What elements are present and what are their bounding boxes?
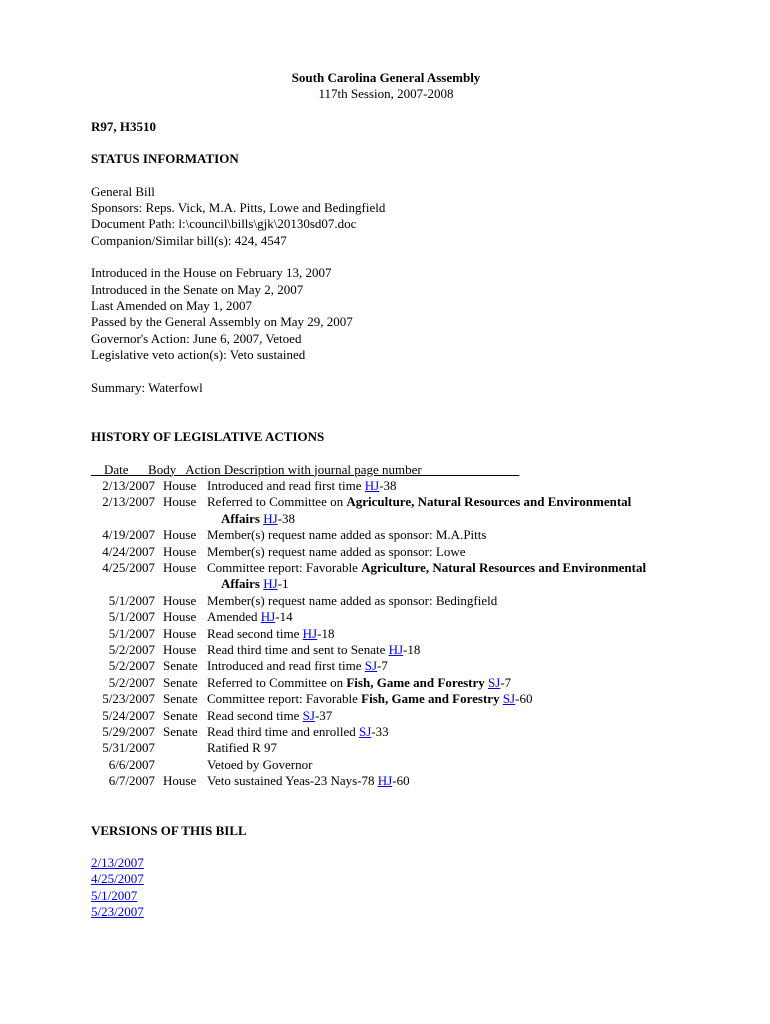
history-action — [207, 773, 683, 789]
committee-name: Affairs — [221, 510, 260, 526]
action-text: Read third time and enrolled — [207, 724, 359, 739]
history-date: 5/31/2007 — [102, 740, 155, 756]
history-date: 5/1/2007 — [108, 625, 155, 641]
history-row — [91, 609, 683, 625]
status-heading: STATUS INFORMATION — [91, 151, 239, 167]
history-body: House — [163, 543, 197, 559]
action-continuation — [207, 576, 683, 592]
history-body: Senate — [163, 707, 198, 723]
journal-link[interactable]: HJ — [364, 477, 380, 493]
journal-page: -38 — [277, 510, 296, 526]
history-date: 5/23/2007 — [102, 691, 155, 707]
version-link[interactable]: 2/13/2007 — [91, 855, 144, 871]
history-row — [91, 560, 683, 593]
governor-action: Governor's Action: June 6, 2007, Vetoed — [91, 330, 302, 346]
history-row — [91, 626, 683, 642]
journal-link[interactable]: HJ — [263, 510, 278, 526]
action-text: Member(s) request name added as sponsor: Bedingfield — [207, 592, 498, 608]
history-date: 5/2/2007 — [108, 658, 155, 674]
history-body: Senate — [163, 691, 198, 707]
journal-link[interactable]: HJ — [377, 773, 393, 789]
document-page — [91, 70, 691, 921]
history-body: House — [163, 559, 197, 575]
bill-id: R97, H3510 — [91, 118, 156, 134]
assembly-title: South Carolina General Assembly — [291, 70, 481, 85]
history-row — [91, 724, 683, 740]
history-body — [163, 757, 207, 773]
version-link[interactable]: 5/23/2007 — [91, 904, 144, 920]
history-body: House — [163, 494, 197, 510]
history-row — [91, 740, 683, 756]
history-body: Senate — [163, 724, 198, 739]
action-text: Amended — [207, 609, 261, 625]
history-row — [91, 642, 683, 658]
history-body: Senate — [163, 674, 198, 690]
journal-page: -7 — [377, 658, 388, 674]
history-date: 4/19/2007 — [102, 527, 155, 543]
history-row — [91, 527, 683, 543]
history-heading: HISTORY OF LEGISLATIVE ACTIONS — [91, 429, 325, 445]
history-date: 4/25/2007 — [102, 559, 155, 575]
history-action — [207, 609, 683, 625]
history-row — [91, 544, 683, 560]
history-action — [207, 494, 683, 527]
action-text: Committee report: Favorable — [207, 559, 362, 575]
history-row — [91, 675, 683, 691]
history-column-header: Date Body Action Description with journal page number — [91, 461, 520, 477]
history-action — [207, 740, 683, 756]
history-row — [91, 757, 683, 773]
action-continuation — [207, 511, 683, 527]
history-row — [91, 773, 683, 789]
history-date: 4/24/2007 — [102, 543, 155, 559]
history-table — [91, 478, 683, 790]
journal-page: -37 — [314, 707, 333, 723]
versions-list — [91, 855, 691, 921]
history-date: 5/1/2007 — [108, 609, 155, 625]
versions-heading: VERSIONS OF THIS BILL — [91, 822, 247, 838]
history-date: 2/13/2007 — [102, 494, 155, 510]
history-row — [91, 478, 683, 494]
history-row — [91, 691, 683, 707]
companion-bills: Companion/Similar bill(s): 424, 4547 — [91, 232, 287, 248]
journal-link[interactable]: SJ — [302, 707, 315, 723]
committee-name: Agriculture, Natural Resources and Environmental — [346, 494, 632, 510]
history-action — [207, 724, 683, 740]
version-link[interactable]: 5/1/2007 — [91, 887, 138, 903]
history-body: House — [163, 773, 197, 789]
history-row — [91, 593, 683, 609]
journal-page: -18 — [317, 625, 335, 641]
action-text: Read third time and sent to Senate — [207, 641, 389, 657]
document-path: Document Path: l:\council\bills\gjk\20130sd07.doc — [91, 216, 357, 232]
introduced-senate: Introduced in the Senate on May 2, 2007 — [91, 281, 304, 297]
journal-link[interactable]: HJ — [388, 641, 404, 657]
history-date: 6/6/2007 — [108, 756, 155, 772]
history-action — [207, 658, 683, 674]
history-body: House — [163, 477, 197, 493]
journal-link[interactable]: HJ — [302, 625, 318, 641]
action-text: Member(s) request name added as sponsor: Lowe — [207, 543, 466, 559]
committee-name: Agriculture, Natural Resources and Environmental — [361, 559, 647, 575]
action-text: Vetoed by Governor — [207, 756, 313, 772]
journal-link[interactable]: SJ — [358, 724, 372, 739]
summary: Summary: Waterfowl — [91, 379, 203, 395]
version-link[interactable]: 4/25/2007 — [91, 871, 144, 887]
history-body: House — [163, 609, 197, 625]
action-text: Referred to Committee on — [207, 494, 347, 510]
last-amended: Last Amended on May 1, 2007 — [91, 298, 253, 314]
journal-page: -18 — [403, 641, 421, 657]
history-body: House — [163, 641, 197, 657]
journal-link[interactable]: HJ — [260, 609, 276, 625]
action-text: Introduced and read first time — [207, 658, 365, 674]
action-text: Read second time — [207, 707, 303, 723]
history-action — [207, 478, 683, 494]
history-date: 5/2/2007 — [108, 641, 155, 657]
history-action — [207, 560, 683, 593]
history-action — [207, 527, 683, 543]
action-text: Committee report: Favorable — [207, 691, 362, 707]
history-date: 5/24/2007 — [102, 707, 155, 723]
passed-assembly: Passed by the General Assembly on May 29, 2007 — [91, 314, 353, 330]
committee-name: Affairs — [221, 576, 260, 592]
journal-page: -60 — [515, 691, 533, 707]
history-date: 5/2/2007 — [108, 674, 155, 690]
action-text: Read second time — [207, 625, 303, 641]
history-action — [207, 626, 683, 642]
history-action — [207, 675, 683, 691]
history-row — [91, 494, 683, 527]
action-text: Ratified R 97 — [207, 740, 278, 756]
history-body: Senate — [163, 658, 198, 674]
history-date: 2/13/2007 — [102, 477, 155, 493]
history-body: House — [163, 592, 197, 608]
committee-name: Fish, Game and Forestry — [346, 674, 485, 690]
history-body: House — [163, 527, 197, 543]
action-text: Referred to Committee on — [207, 674, 347, 690]
journal-page: -14 — [275, 609, 293, 625]
history-date: 6/7/2007 — [108, 773, 155, 789]
history-body — [163, 740, 207, 756]
history-body: House — [163, 625, 197, 641]
action-text: Introduced and read first time — [207, 477, 365, 493]
history-action — [207, 642, 683, 658]
journal-page: -7 — [500, 674, 512, 690]
history-date: 5/29/2007 — [102, 724, 155, 739]
history-action — [207, 544, 683, 560]
journal-link[interactable]: SJ — [488, 674, 501, 690]
bill-type: General Bill — [91, 183, 155, 199]
journal-page: -1 — [277, 576, 289, 592]
journal-link[interactable]: SJ — [502, 691, 516, 707]
history-row — [91, 658, 683, 674]
history-action — [207, 593, 683, 609]
committee-name: Fish, Game and Forestry — [361, 691, 500, 707]
history-action — [207, 708, 683, 724]
journal-link[interactable]: HJ — [263, 576, 278, 592]
history-date: 5/1/2007 — [108, 592, 155, 608]
session-title: 117th Session, 2007-2008 — [318, 86, 454, 102]
history-action — [207, 691, 683, 707]
action-text: Member(s) request name added as sponsor: M.A.Pitts — [207, 527, 487, 543]
action-text: Veto sustained Yeas-23 Nays-78 — [207, 773, 378, 789]
journal-page: -33 — [371, 724, 389, 739]
history-action — [207, 757, 683, 773]
journal-link[interactable]: SJ — [364, 658, 378, 674]
introduced-house: Introduced in the House on February 13, 2007 — [91, 265, 332, 281]
sponsors: Sponsors: Reps. Vick, M.A. Pitts, Lowe and Bedingfield — [91, 200, 386, 216]
history-row — [91, 708, 683, 724]
veto-action: Legislative veto action(s): Veto sustained — [91, 347, 306, 363]
journal-page: -38 — [379, 477, 397, 493]
journal-page: -60 — [392, 773, 410, 789]
